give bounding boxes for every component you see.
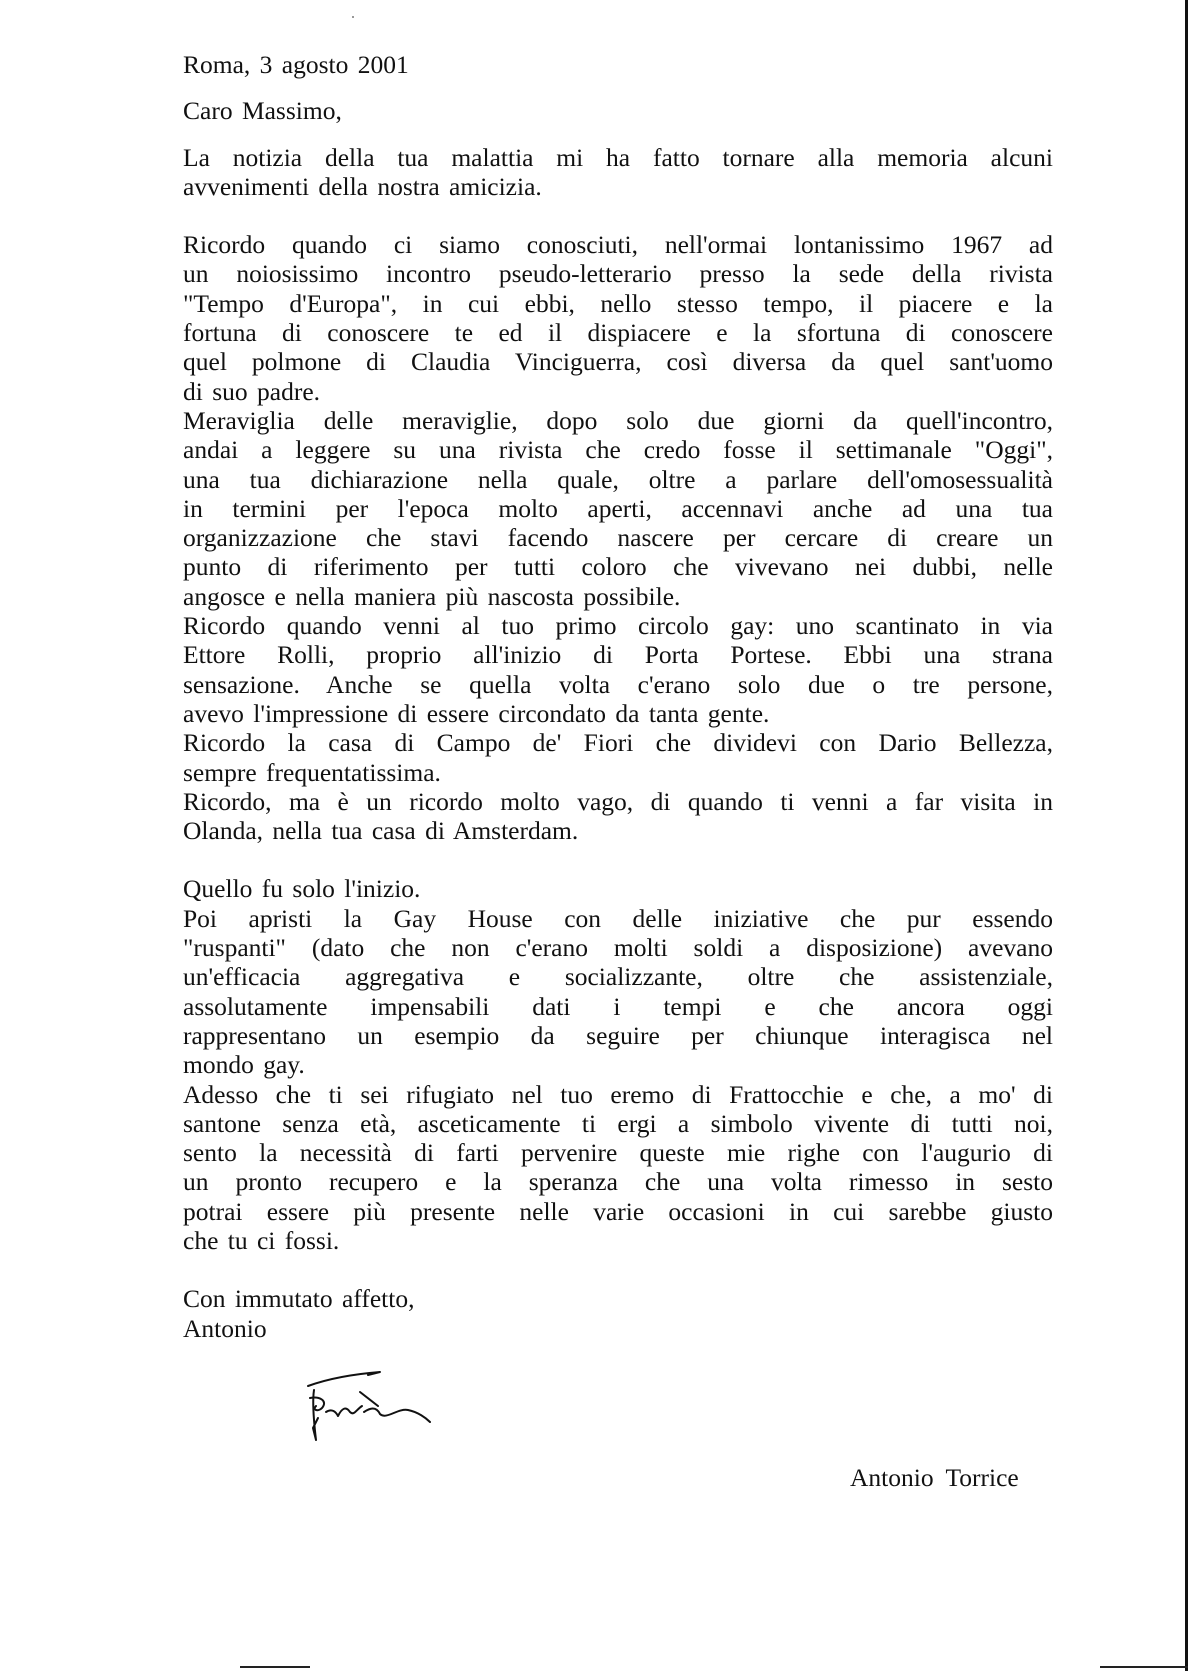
text-line: sensazione. Anche se quella volta c'erano solo due o tre persone, (183, 669, 1053, 699)
text-line: un'efficacia aggregativa e socializzante, oltre che assistenziale, (183, 962, 1053, 992)
text-line: in termini per l'epoca molto aperti, accennavi anche ad una tua (183, 493, 1053, 523)
handwritten-signature (300, 1368, 455, 1448)
text-line: "Tempo d'Europa", in cui ebbi, nello stesso tempo, il piacere e la (183, 288, 1053, 318)
text-line: avvenimenti della nostra amicizia. (183, 171, 542, 201)
text-line: angosce e nella maniera più nascosta possibile. (183, 581, 681, 611)
text-line: Olanda, nella tua casa di Amsterdam. (183, 816, 579, 846)
typed-signature-name: Antonio Torrice (850, 1463, 1019, 1492)
text-line: sento la necessità di farti pervenire queste mie righe con l'augurio di (183, 1138, 1053, 1168)
text-line: mondo gay. (183, 1050, 305, 1080)
letter-body (183, 50, 1053, 1343)
text-line: che tu ci fossi. (183, 1225, 340, 1255)
text-line: fortuna di conoscere te ed il dispiacere e la sfortuna di conoscere (183, 318, 1053, 348)
text-line: Ricordo, ma è un ricordo molto vago, di quando ti venni a far visita in (183, 786, 1053, 816)
text-line: una tua dichiarazione nella quale, oltre a parlare dell'omosessualità (183, 464, 1053, 494)
text-line: rappresentano un esempio da seguire per chiunque interagisca nel (183, 1020, 1053, 1050)
text-line: potrai essere più presente nelle varie occasioni in cui sarebbe giusto (183, 1196, 1053, 1226)
text-line: Quello fu solo l'inizio. (183, 874, 421, 904)
text-line: quel polmone di Claudia Vinciguerra, così diversa da quel sant'uomo (183, 347, 1053, 377)
text-line: andai a leggere su una rivista che credo fosse il settimanale "Oggi", (183, 435, 1053, 465)
paragraph-opening (183, 143, 1053, 202)
text-line: Meraviglia delle meraviglie, dopo solo due giorni da quell'incontro, (183, 405, 1053, 435)
text-line: La notizia della tua malattia mi ha fatto tornare alla memoria alcuni (183, 142, 1053, 172)
text-line: assolutamente impensabili dati i tempi e che ancora oggi (183, 991, 1053, 1021)
text-line: Ricordo quando ci siamo conosciuti, nell'ormai lontanissimo 1967 ad (183, 230, 1053, 260)
text-line: "ruspanti" (dato che non c'erano molti soldi a disposizione) avevano (183, 933, 1053, 963)
text-line: Poi apristi la Gay House con delle iniziative che pur essendo (183, 903, 1053, 933)
scan-speck (352, 16, 354, 18)
text-line: Ricordo la casa di Campo de' Fiori che dividevi con Dario Bellezza, (183, 728, 1053, 758)
letter-closing: Con immutato affetto, (183, 1284, 415, 1314)
letter-salutation: Caro Massimo, (183, 96, 342, 126)
text-line: sempre frequentatissima. (183, 757, 441, 787)
paragraph-beginning (183, 874, 1053, 1255)
scan-mark (240, 1666, 310, 1668)
scan-mark (1100, 1666, 1188, 1668)
paragraph-memories (183, 230, 1053, 845)
text-line: santone senza età, asceticamente ti ergi a simbolo vivente di tutti noi, (183, 1108, 1053, 1138)
text-line: Ricordo quando venni al tuo primo circolo gay: uno scantinato in via (183, 611, 1053, 641)
letter-date: Roma, 3 agosto 2001 (183, 50, 409, 79)
text-line: Adesso che ti sei rifugiato nel tuo eremo di Frattocchie e che, a mo' di (183, 1079, 1053, 1109)
text-line: un noiosissimo incontro pseudo-letterario presso la sede della rivista (183, 259, 1053, 289)
text-line: organizzazione che stavi facendo nascere per cercare di creare un (183, 523, 1053, 553)
letter-first-name: Antonio (183, 1313, 267, 1343)
text-line: punto di riferimento per tutti coloro che vivevano nei dubbi, nelle (183, 552, 1053, 582)
text-line: Ettore Rolli, proprio all'inizio di Porta Portese. Ebbi una strana (183, 640, 1053, 670)
text-line: di suo padre. (183, 376, 321, 406)
text-line: avevo l'impressione di essere circondato da tanta gente. (183, 698, 770, 728)
text-line: un pronto recupero e la speranza che una volta rimesso in sesto (183, 1167, 1053, 1197)
